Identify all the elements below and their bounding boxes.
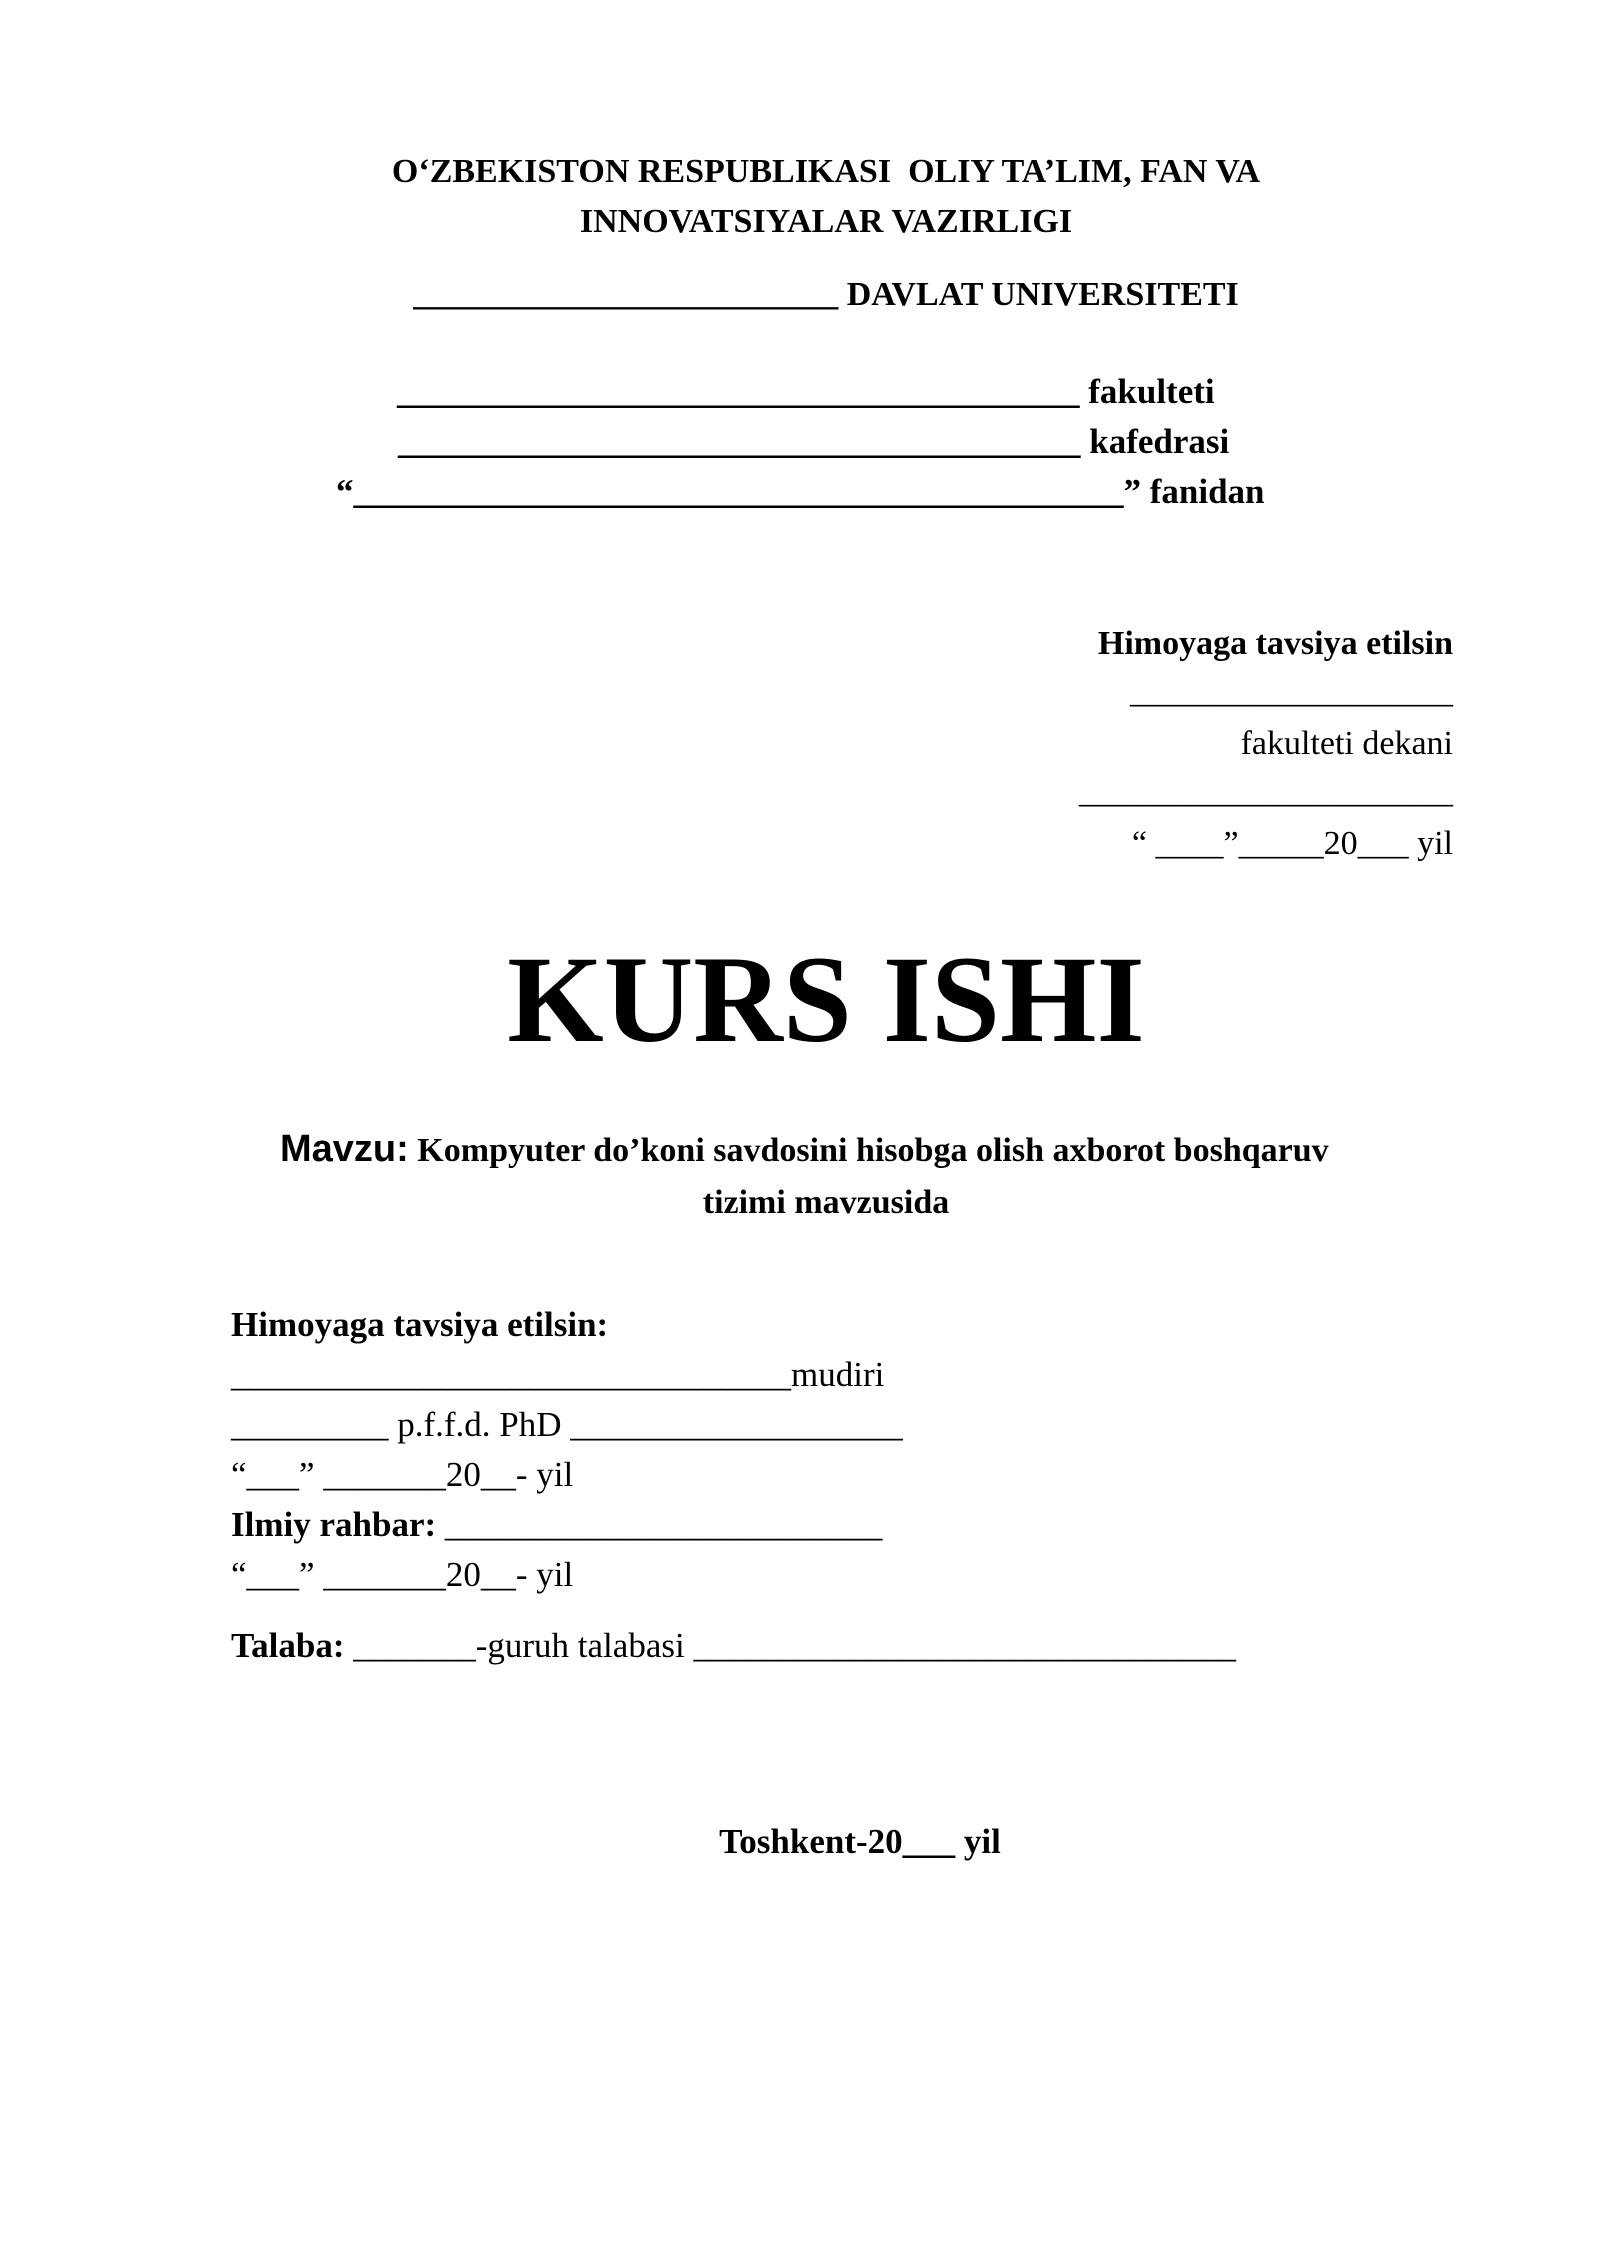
topic-line-1 xyxy=(280,1128,1329,1172)
dean-label: fakulteti dekani xyxy=(1240,725,1453,762)
supervisor-line xyxy=(231,1505,882,1545)
student-label: Talaba: xyxy=(231,1626,345,1665)
phd-line: _________ p.f.f.d. PhD ___________________ xyxy=(231,1405,903,1444)
city-year: Toshkent-20___ yil xyxy=(719,1822,1001,1861)
topic-line-2: tizimi mavzusida xyxy=(702,1184,950,1221)
supervisor-label: Ilmiy rahbar: xyxy=(231,1505,437,1544)
subject-line: “____________________________________________” fanidan xyxy=(336,472,1265,511)
approval-top-date: “ ____”_____20___ yil xyxy=(1131,825,1453,862)
topic-text-1: Kompyuter do’koni savdosini hisobga olish axborot boshqaruv xyxy=(417,1132,1329,1169)
document-title: KURS ISHI xyxy=(507,931,1145,1068)
university-line: _________________________ DAVLAT UNIVERSITETI xyxy=(413,276,1239,313)
ministry-line-2: INNOVATSIYALAR VAZIRLIGI xyxy=(579,203,1073,240)
approval-date-2: “___” _______20__- yil xyxy=(231,1555,574,1594)
student-blank: _______-guruh talabasi _______________________________ xyxy=(344,1626,1236,1665)
dean-sign-line: ______________________ xyxy=(1079,773,1453,810)
faculty-line: _______________________________________ fakulteti xyxy=(397,372,1215,411)
student-line xyxy=(231,1626,1236,1666)
topic-label: Mavzu: xyxy=(280,1128,409,1170)
dean-signature-line: ___________________ xyxy=(1130,673,1453,710)
approval-bottom-title: Himoyaga tavsiya etilsin: xyxy=(231,1305,609,1344)
approval-top-title: Himoyaga tavsiya etilsin xyxy=(1097,625,1453,662)
head-of-department-line: ________________________________mudiri xyxy=(231,1355,885,1394)
approval-date-1: “___” _______20__- yil xyxy=(231,1455,574,1494)
ministry-line-1: O‘ZBEKISTON RESPUBLIKASI OLIY TA’LIM, FAN VA xyxy=(391,153,1261,190)
department-line: _______________________________________ kafedrasi xyxy=(398,422,1230,461)
supervisor-blank: _________________________ xyxy=(436,1505,883,1544)
